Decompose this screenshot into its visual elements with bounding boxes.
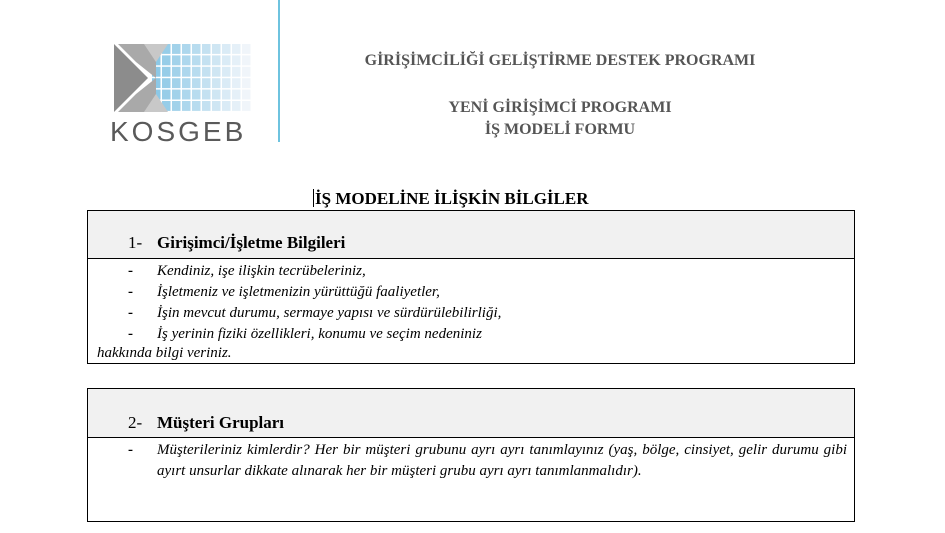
section-1-box[interactable] <box>87 210 855 364</box>
section-2-title: Müşteri Grupları <box>157 413 285 432</box>
section-2-header <box>88 389 854 438</box>
text-cursor <box>313 189 314 207</box>
bullet-dash: - <box>128 284 133 300</box>
section-2-paragraph: Müşterileriniz kimlerdir? Her bir müşteri grubunu ayrı ayrı tanımlayınız (yaş, bölge, cinsiyet, gelir durumu gibi ayırt unsurlar dikkate alınarak her bir müşteri grubu ayrı ayrı tanımlanmalıdır). <box>157 442 847 479</box>
list-item <box>88 303 854 323</box>
section-1-number: 1- <box>128 233 143 252</box>
bullet-text: İş yerinin fiziki özellikleri, konumu ve seçim nedeniniz <box>157 326 482 342</box>
kosgeb-logo <box>108 42 268 146</box>
bullet-dash: - <box>128 326 133 342</box>
section-2-box[interactable] <box>87 388 855 522</box>
list-item <box>88 282 854 302</box>
bullet-dash: - <box>128 263 133 279</box>
bullet-dash: - <box>128 442 133 458</box>
kosgeb-logo-text: KOSGEB <box>110 116 247 147</box>
bullet-text: Kendiniz, işe ilişkin tecrübeleriniz, <box>157 263 366 279</box>
kosgeb-logo-mark <box>108 42 258 114</box>
bullet-dash: - <box>128 305 133 321</box>
section-1-header <box>88 211 854 259</box>
list-item <box>88 261 854 281</box>
program-title: GİRİŞİMCİLİĞİ GELİŞTİRME DESTEK PROGRAMI <box>364 52 756 69</box>
form-title: İŞ MODELİ FORMU <box>484 121 636 138</box>
subprogram-title: YENİ GİRİŞİMCİ PROGRAMI <box>448 99 672 116</box>
section-title <box>313 189 589 209</box>
list-item <box>88 324 854 344</box>
section-title-text: İŞ MODELİNE İLİŞKİN BİLGİLER <box>315 189 589 208</box>
section-1-tail-text: hakkında bilgi veriniz. <box>97 345 232 361</box>
bullet-text: İşletmeniz ve işletmenizin yürüttüğü faaliyetler, <box>157 284 440 300</box>
section-2-number: 2- <box>128 413 143 432</box>
section-1-title: Girişimci/İşletme Bilgileri <box>157 233 346 252</box>
header-divider-line <box>278 0 280 142</box>
bullet-text: İşin mevcut durumu, sermaye yapısı ve sürdürülebilirliği, <box>157 305 502 321</box>
